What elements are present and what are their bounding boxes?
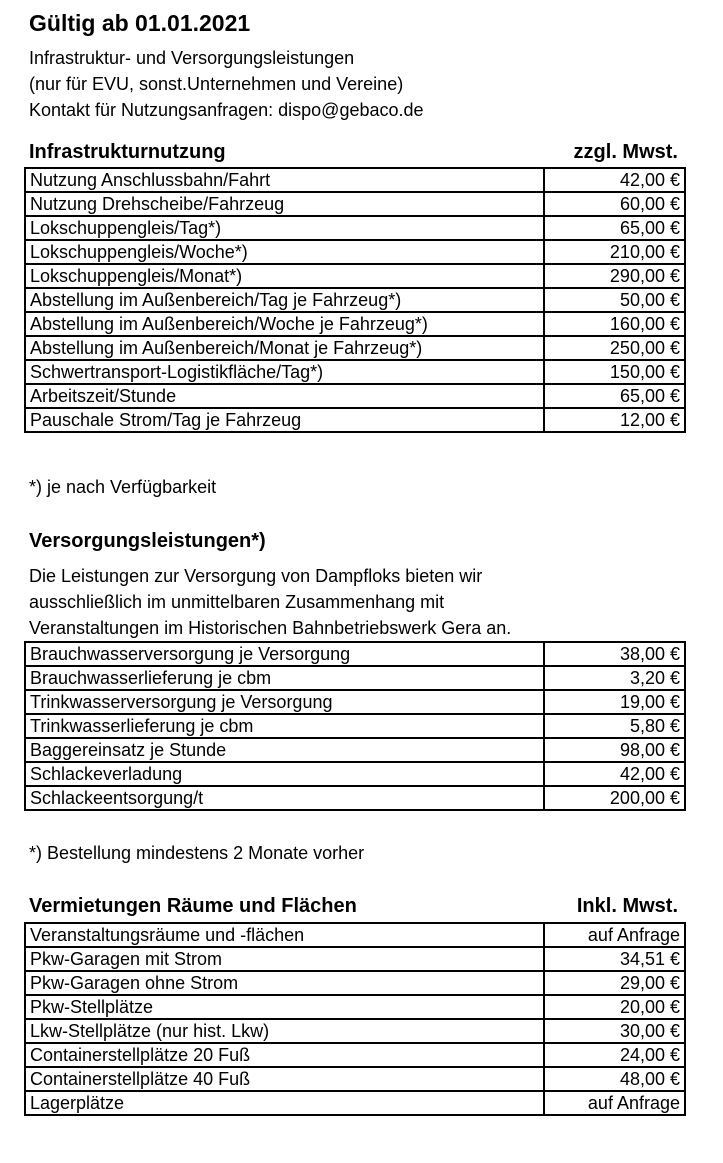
item-name: Schlackeverladung bbox=[25, 762, 544, 786]
table-row bbox=[25, 384, 685, 408]
item-name: Trinkwasserlieferung je cbm bbox=[25, 714, 544, 738]
item-name: Lkw-Stellplätze (nur hist. Lkw) bbox=[25, 1019, 544, 1043]
item-name: Brauchwasserlieferung je cbm bbox=[25, 666, 544, 690]
description-line-2: ausschließlich im unmittelbaren Zusammenhang mit bbox=[29, 592, 445, 612]
item-price: 48,00 € bbox=[544, 1067, 685, 1091]
item-name: Schwertransport-Logistikfläche/Tag*) bbox=[25, 360, 544, 384]
item-price: 34,51 € bbox=[544, 947, 685, 971]
item-price: 98,00 € bbox=[544, 738, 685, 762]
description-line-1: Die Leistungen zur Versorgung von Dampfloks bieten wir bbox=[29, 566, 483, 586]
item-name: Lokschuppengleis/Monat*) bbox=[25, 264, 544, 288]
table-row bbox=[25, 947, 685, 971]
item-price: 42,00 € bbox=[544, 762, 685, 786]
item-name: Pauschale Strom/Tag je Fahrzeug bbox=[25, 408, 544, 432]
table-row bbox=[25, 738, 685, 762]
item-price: 30,00 € bbox=[544, 1019, 685, 1043]
description-line-3: Veranstaltungen im Historischen Bahnbetriebswerk Gera an. bbox=[29, 618, 512, 638]
item-name: Abstellung im Außenbereich/Monat je Fahrzeug*) bbox=[25, 336, 544, 360]
table-row bbox=[25, 642, 685, 666]
item-price: 19,00 € bbox=[544, 690, 685, 714]
item-price: 290,00 € bbox=[544, 264, 685, 288]
footnote: *) je nach Verfügbarkeit bbox=[29, 477, 217, 497]
subtitle-line-1: Infrastruktur- und Versorgungsleistungen bbox=[29, 48, 355, 68]
item-name: Schlackeentsorgung/t bbox=[25, 786, 544, 810]
table-row bbox=[25, 714, 685, 738]
item-price: 29,00 € bbox=[544, 971, 685, 995]
item-price: 210,00 € bbox=[544, 240, 685, 264]
item-price: 24,00 € bbox=[544, 1043, 685, 1067]
item-name: Nutzung Anschlussbahn/Fahrt bbox=[25, 168, 544, 192]
item-name: Abstellung im Außenbereich/Tag je Fahrzeug*) bbox=[25, 288, 544, 312]
item-price: 60,00 € bbox=[544, 192, 685, 216]
item-price: 38,00 € bbox=[544, 642, 685, 666]
table-row bbox=[25, 1043, 685, 1067]
footnote: *) Bestellung mindestens 2 Monate vorher bbox=[29, 843, 365, 863]
table-row bbox=[25, 1091, 685, 1115]
vermietung-price-table bbox=[24, 922, 686, 1116]
item-price: 42,00 € bbox=[544, 168, 685, 192]
section-header-vermietung bbox=[29, 895, 684, 921]
table-row bbox=[25, 288, 685, 312]
table-row bbox=[25, 666, 685, 690]
item-price: 150,00 € bbox=[544, 360, 685, 384]
item-price: 65,00 € bbox=[544, 384, 685, 408]
item-name: Nutzung Drehscheibe/Fahrzeug bbox=[25, 192, 544, 216]
table-row bbox=[25, 690, 685, 714]
table-row bbox=[25, 786, 685, 810]
versorgung-price-table bbox=[24, 641, 686, 811]
table-row bbox=[25, 168, 685, 192]
table-row bbox=[25, 240, 685, 264]
item-price: auf Anfrage bbox=[544, 1091, 685, 1115]
table-row bbox=[25, 923, 685, 947]
item-price: 5,80 € bbox=[544, 714, 685, 738]
table-row bbox=[25, 264, 685, 288]
item-name: Lokschuppengleis/Tag*) bbox=[25, 216, 544, 240]
item-name: Brauchwasserversorgung je Versorgung bbox=[25, 642, 544, 666]
item-price: 50,00 € bbox=[544, 288, 685, 312]
item-price: 250,00 € bbox=[544, 336, 685, 360]
item-name: Containerstellplätze 20 Fuß bbox=[25, 1043, 544, 1067]
subtitle-line-2: (nur für EVU, sonst.Unternehmen und Vereine) bbox=[29, 74, 404, 94]
item-price: 3,20 € bbox=[544, 666, 685, 690]
table-row bbox=[25, 971, 685, 995]
table-row bbox=[25, 336, 685, 360]
section-heading: Infrastrukturnutzung bbox=[29, 141, 226, 163]
table-row bbox=[25, 1019, 685, 1043]
item-name: Trinkwasserversorgung je Versorgung bbox=[25, 690, 544, 714]
table-row bbox=[25, 312, 685, 336]
table-row bbox=[25, 995, 685, 1019]
table-row bbox=[25, 360, 685, 384]
item-name: Containerstellplätze 40 Fuß bbox=[25, 1067, 544, 1091]
item-name: Pkw-Stellplätze bbox=[25, 995, 544, 1019]
item-name: Pkw-Garagen ohne Strom bbox=[25, 971, 544, 995]
item-name: Lagerplätze bbox=[25, 1091, 544, 1115]
contact-line: Kontakt für Nutzungsanfragen: dispo@gebaco.de bbox=[29, 100, 424, 120]
table-row bbox=[25, 762, 685, 786]
item-price: 65,00 € bbox=[544, 216, 685, 240]
item-price: 160,00 € bbox=[544, 312, 685, 336]
section-heading: Vermietungen Räume und Flächen bbox=[29, 895, 357, 917]
item-name: Veranstaltungsräume und -flächen bbox=[25, 923, 544, 947]
price-column-label: Inkl. Mwst. bbox=[576, 895, 678, 917]
item-price: auf Anfrage bbox=[544, 923, 685, 947]
item-price: 200,00 € bbox=[544, 786, 685, 810]
section-heading-versorgung: Versorgungsleistungen*) bbox=[29, 530, 266, 552]
infrastruktur-price-table bbox=[24, 167, 686, 433]
item-name: Baggereinsatz je Stunde bbox=[25, 738, 544, 762]
item-price: 20,00 € bbox=[544, 995, 685, 1019]
item-name: Pkw-Garagen mit Strom bbox=[25, 947, 544, 971]
table-row bbox=[25, 192, 685, 216]
section-header-infrastruktur bbox=[29, 141, 684, 167]
table-row bbox=[25, 408, 685, 432]
item-price: 12,00 € bbox=[544, 408, 685, 432]
price-column-label: zzgl. Mwst. bbox=[573, 141, 678, 163]
item-name: Lokschuppengleis/Woche*) bbox=[25, 240, 544, 264]
page-title: Gültig ab 01.01.2021 bbox=[29, 10, 251, 36]
item-name: Arbeitszeit/Stunde bbox=[25, 384, 544, 408]
item-name: Abstellung im Außenbereich/Woche je Fahrzeug*) bbox=[25, 312, 544, 336]
table-row bbox=[25, 1067, 685, 1091]
table-row bbox=[25, 216, 685, 240]
